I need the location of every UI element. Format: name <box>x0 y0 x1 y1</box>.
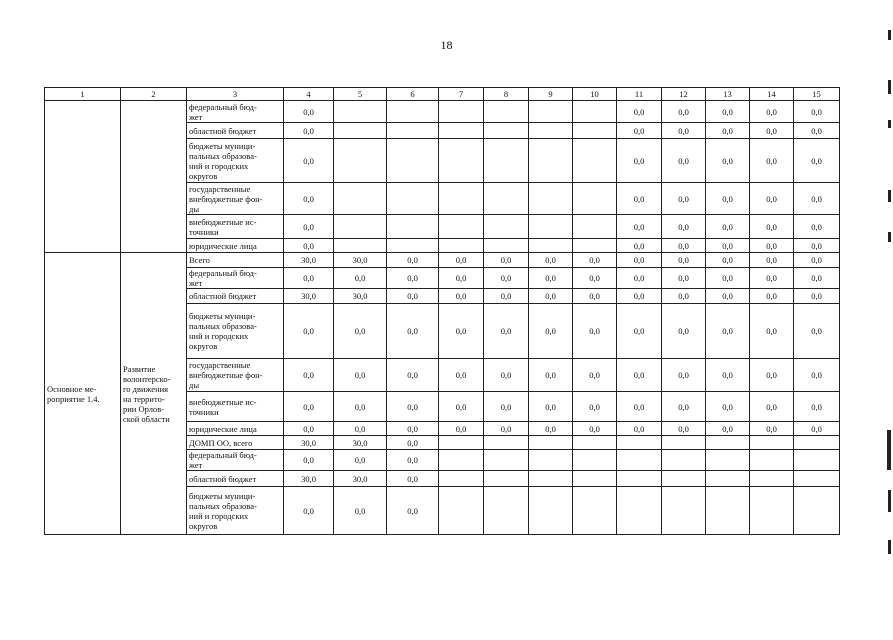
value-cell: 0,0 <box>617 304 662 359</box>
value-cell: 0,0 <box>284 123 334 139</box>
value-cell <box>706 450 750 471</box>
value-cell: 0,0 <box>484 392 529 422</box>
value-cell <box>387 139 439 183</box>
value-cell: 0,0 <box>617 239 662 253</box>
value-cell <box>439 471 484 487</box>
value-cell: 0,0 <box>387 436 439 450</box>
value-cell: 0,0 <box>573 253 617 268</box>
value-cell: 0,0 <box>439 392 484 422</box>
value-cell: 0,0 <box>662 253 706 268</box>
value-cell <box>334 139 387 183</box>
value-cell: 0,0 <box>387 359 439 392</box>
value-cell: 0,0 <box>387 422 439 436</box>
value-cell: 0,0 <box>387 289 439 304</box>
value-cell: 0,0 <box>750 422 794 436</box>
value-cell: 30,0 <box>334 253 387 268</box>
row-label: бюджеты муници- пальных образова- ний и городских округов <box>187 139 284 183</box>
row-label: юридические лица <box>187 422 284 436</box>
value-cell: 0,0 <box>706 239 750 253</box>
value-cell: 0,0 <box>573 392 617 422</box>
value-cell: 30,0 <box>284 436 334 450</box>
value-cell <box>573 139 617 183</box>
value-cell: 0,0 <box>334 450 387 471</box>
scan-edge-marks <box>885 0 893 640</box>
value-cell <box>573 101 617 123</box>
value-cell <box>794 436 840 450</box>
value-cell <box>529 436 573 450</box>
value-cell: 0,0 <box>334 359 387 392</box>
value-cell: 0,0 <box>284 239 334 253</box>
row-label: государственные внебюджетные фон- ды <box>187 359 284 392</box>
value-cell <box>484 239 529 253</box>
value-cell: 0,0 <box>662 289 706 304</box>
value-cell: 0,0 <box>662 183 706 215</box>
value-cell: 0,0 <box>794 183 840 215</box>
value-cell <box>439 239 484 253</box>
value-cell: 0,0 <box>617 359 662 392</box>
value-cell <box>387 215 439 239</box>
column-number: 8 <box>484 88 529 101</box>
value-cell: 0,0 <box>484 359 529 392</box>
value-cell <box>662 487 706 535</box>
value-cell: 0,0 <box>662 123 706 139</box>
value-cell <box>573 450 617 471</box>
value-cell: 0,0 <box>794 139 840 183</box>
value-cell: 0,0 <box>662 101 706 123</box>
value-cell: 0,0 <box>662 392 706 422</box>
column-number: 3 <box>187 88 284 101</box>
value-cell: 0,0 <box>706 289 750 304</box>
value-cell: 0,0 <box>750 123 794 139</box>
value-cell: 0,0 <box>284 392 334 422</box>
value-cell <box>573 487 617 535</box>
row-label: федеральный бюд- жет <box>187 101 284 123</box>
value-cell <box>662 436 706 450</box>
value-cell: 0,0 <box>617 268 662 289</box>
value-cell <box>573 215 617 239</box>
value-cell: 0,0 <box>439 253 484 268</box>
value-cell: 0,0 <box>529 289 573 304</box>
page-number: 18 <box>440 38 453 52</box>
value-cell: 0,0 <box>439 289 484 304</box>
value-cell: 0,0 <box>387 268 439 289</box>
value-cell <box>439 123 484 139</box>
row-label: федеральный бюд- жет <box>187 268 284 289</box>
value-cell: 0,0 <box>439 359 484 392</box>
value-cell <box>529 471 573 487</box>
value-cell: 0,0 <box>387 487 439 535</box>
value-cell: 30,0 <box>334 436 387 450</box>
value-cell: 0,0 <box>529 304 573 359</box>
value-cell: 0,0 <box>284 101 334 123</box>
value-cell: 0,0 <box>573 304 617 359</box>
value-cell: 0,0 <box>794 101 840 123</box>
value-cell: 0,0 <box>750 268 794 289</box>
value-cell <box>484 471 529 487</box>
value-cell <box>706 471 750 487</box>
value-cell: 0,0 <box>387 392 439 422</box>
value-cell: 0,0 <box>529 422 573 436</box>
value-cell: 0,0 <box>706 304 750 359</box>
value-cell: 0,0 <box>750 392 794 422</box>
value-cell: 0,0 <box>284 359 334 392</box>
value-cell <box>750 471 794 487</box>
value-cell <box>750 436 794 450</box>
value-cell: 0,0 <box>439 268 484 289</box>
value-cell: 0,0 <box>794 239 840 253</box>
row-label: областной бюджет <box>187 123 284 139</box>
value-cell: 0,0 <box>794 215 840 239</box>
column-number: 12 <box>662 88 706 101</box>
row-label: внебюджетные ис- точники <box>187 392 284 422</box>
value-cell <box>617 471 662 487</box>
value-cell <box>529 183 573 215</box>
value-cell <box>387 183 439 215</box>
value-cell: 0,0 <box>617 422 662 436</box>
value-cell <box>387 101 439 123</box>
value-cell <box>794 471 840 487</box>
value-cell: 0,0 <box>794 123 840 139</box>
value-cell <box>484 436 529 450</box>
header-row <box>45 88 840 101</box>
value-cell: 0,0 <box>484 253 529 268</box>
value-cell: 0,0 <box>439 422 484 436</box>
row-label: бюджеты муници- пальных образова- ний и городских округов <box>187 487 284 535</box>
value-cell: 0,0 <box>573 359 617 392</box>
column-number: 11 <box>617 88 662 101</box>
value-cell <box>439 139 484 183</box>
value-cell: 0,0 <box>529 268 573 289</box>
value-cell: 0,0 <box>284 215 334 239</box>
row-label: федеральный бюд- жет <box>187 450 284 471</box>
value-cell <box>334 123 387 139</box>
value-cell <box>439 487 484 535</box>
value-cell: 30,0 <box>284 253 334 268</box>
value-cell: 0,0 <box>794 289 840 304</box>
value-cell: 0,0 <box>284 183 334 215</box>
value-cell: 0,0 <box>617 101 662 123</box>
value-cell <box>573 239 617 253</box>
column-number: 6 <box>387 88 439 101</box>
value-cell: 30,0 <box>334 289 387 304</box>
value-cell: 0,0 <box>794 422 840 436</box>
value-cell: 0,0 <box>617 253 662 268</box>
value-cell <box>529 239 573 253</box>
value-cell <box>484 139 529 183</box>
value-cell <box>617 450 662 471</box>
value-cell: 0,0 <box>706 359 750 392</box>
value-cell: 0,0 <box>284 139 334 183</box>
value-cell: 0,0 <box>334 487 387 535</box>
value-cell: 0,0 <box>484 289 529 304</box>
value-cell: 0,0 <box>484 422 529 436</box>
row-label: областной бюджет <box>187 471 284 487</box>
column-number: 13 <box>706 88 750 101</box>
value-cell: 0,0 <box>284 450 334 471</box>
value-cell: 0,0 <box>617 215 662 239</box>
value-cell <box>794 450 840 471</box>
value-cell: 0,0 <box>284 304 334 359</box>
value-cell: 0,0 <box>794 253 840 268</box>
value-cell: 0,0 <box>529 359 573 392</box>
value-cell <box>529 123 573 139</box>
value-cell: 0,0 <box>706 183 750 215</box>
value-cell: 0,0 <box>706 139 750 183</box>
value-cell: 0,0 <box>750 289 794 304</box>
value-cell <box>617 487 662 535</box>
value-cell: 0,0 <box>750 101 794 123</box>
value-cell: 0,0 <box>334 304 387 359</box>
value-cell: 0,0 <box>484 304 529 359</box>
value-cell: 0,0 <box>750 215 794 239</box>
value-cell <box>334 101 387 123</box>
value-cell <box>484 123 529 139</box>
value-cell: 0,0 <box>794 359 840 392</box>
value-cell <box>484 487 529 535</box>
value-cell: 0,0 <box>617 123 662 139</box>
value-cell: 0,0 <box>387 253 439 268</box>
value-cell <box>439 101 484 123</box>
value-cell <box>439 436 484 450</box>
value-cell: 0,0 <box>750 139 794 183</box>
table-row <box>45 253 840 268</box>
value-cell: 0,0 <box>284 268 334 289</box>
value-cell: 0,0 <box>662 139 706 183</box>
value-cell: 0,0 <box>284 487 334 535</box>
value-cell: 0,0 <box>617 289 662 304</box>
value-cell: 0,0 <box>662 422 706 436</box>
value-cell <box>529 487 573 535</box>
value-cell <box>529 450 573 471</box>
column-number: 14 <box>750 88 794 101</box>
row-label: юридические лица <box>187 239 284 253</box>
value-cell: 0,0 <box>573 268 617 289</box>
value-cell <box>387 123 439 139</box>
value-cell <box>439 215 484 239</box>
value-cell: 0,0 <box>529 253 573 268</box>
value-cell: 0,0 <box>387 471 439 487</box>
value-cell <box>573 183 617 215</box>
value-cell: 0,0 <box>706 253 750 268</box>
value-cell: 0,0 <box>794 304 840 359</box>
value-cell: 0,0 <box>387 304 439 359</box>
value-cell <box>484 183 529 215</box>
value-cell: 30,0 <box>284 471 334 487</box>
column-number: 5 <box>334 88 387 101</box>
description-cell: Развитие волонтерско- го движения на террито- рии Орлов- ской области <box>121 253 187 535</box>
row-label: ДОМП ОО, всего <box>187 436 284 450</box>
value-cell: 0,0 <box>706 101 750 123</box>
value-cell: 0,0 <box>706 422 750 436</box>
activity-cell: Основное ме- роприятие 1.4. <box>45 253 121 535</box>
value-cell: 0,0 <box>750 253 794 268</box>
value-cell <box>387 239 439 253</box>
row-label: Всего <box>187 253 284 268</box>
row-label: государственные внебюджетные фон- ды <box>187 183 284 215</box>
column-number: 1 <box>45 88 121 101</box>
value-cell <box>706 436 750 450</box>
value-cell <box>706 487 750 535</box>
budget-table <box>44 87 840 535</box>
value-cell: 0,0 <box>617 139 662 183</box>
value-cell: 0,0 <box>334 422 387 436</box>
value-cell <box>529 101 573 123</box>
value-cell: 0,0 <box>334 268 387 289</box>
row-label: областной бюджет <box>187 289 284 304</box>
table-row <box>45 101 840 123</box>
value-cell: 0,0 <box>750 304 794 359</box>
value-cell <box>573 436 617 450</box>
value-cell: 0,0 <box>750 239 794 253</box>
value-cell <box>529 139 573 183</box>
value-cell: 0,0 <box>794 268 840 289</box>
row-label: внебюджетные ис- точники <box>187 215 284 239</box>
value-cell <box>794 487 840 535</box>
value-cell <box>484 215 529 239</box>
value-cell: 0,0 <box>750 183 794 215</box>
value-cell <box>662 471 706 487</box>
value-cell: 0,0 <box>387 450 439 471</box>
value-cell: 0,0 <box>284 422 334 436</box>
value-cell <box>439 183 484 215</box>
value-cell <box>484 101 529 123</box>
description-cell <box>121 101 187 253</box>
value-cell: 30,0 <box>284 289 334 304</box>
value-cell <box>750 487 794 535</box>
value-cell: 30,0 <box>334 471 387 487</box>
value-cell: 0,0 <box>706 215 750 239</box>
value-cell: 0,0 <box>529 392 573 422</box>
value-cell: 0,0 <box>706 392 750 422</box>
column-number: 4 <box>284 88 334 101</box>
value-cell <box>439 450 484 471</box>
value-cell <box>573 471 617 487</box>
row-label: бюджеты муници- пальных образова- ний и городских округов <box>187 304 284 359</box>
column-number: 7 <box>439 88 484 101</box>
value-cell: 0,0 <box>617 392 662 422</box>
value-cell: 0,0 <box>439 304 484 359</box>
value-cell <box>750 450 794 471</box>
value-cell <box>662 450 706 471</box>
value-cell <box>573 123 617 139</box>
value-cell <box>529 215 573 239</box>
value-cell: 0,0 <box>573 422 617 436</box>
value-cell: 0,0 <box>662 304 706 359</box>
value-cell: 0,0 <box>706 268 750 289</box>
value-cell: 0,0 <box>484 268 529 289</box>
value-cell: 0,0 <box>662 215 706 239</box>
value-cell <box>617 436 662 450</box>
value-cell: 0,0 <box>750 359 794 392</box>
activity-cell <box>45 101 121 253</box>
column-number: 10 <box>573 88 617 101</box>
value-cell: 0,0 <box>573 289 617 304</box>
value-cell: 0,0 <box>706 123 750 139</box>
value-cell: 0,0 <box>334 392 387 422</box>
value-cell: 0,0 <box>617 183 662 215</box>
value-cell: 0,0 <box>794 392 840 422</box>
value-cell <box>334 183 387 215</box>
value-cell <box>334 215 387 239</box>
value-cell: 0,0 <box>662 268 706 289</box>
value-cell: 0,0 <box>662 239 706 253</box>
value-cell <box>484 450 529 471</box>
column-number: 15 <box>794 88 840 101</box>
value-cell <box>334 239 387 253</box>
column-number: 2 <box>121 88 187 101</box>
value-cell: 0,0 <box>662 359 706 392</box>
column-number: 9 <box>529 88 573 101</box>
